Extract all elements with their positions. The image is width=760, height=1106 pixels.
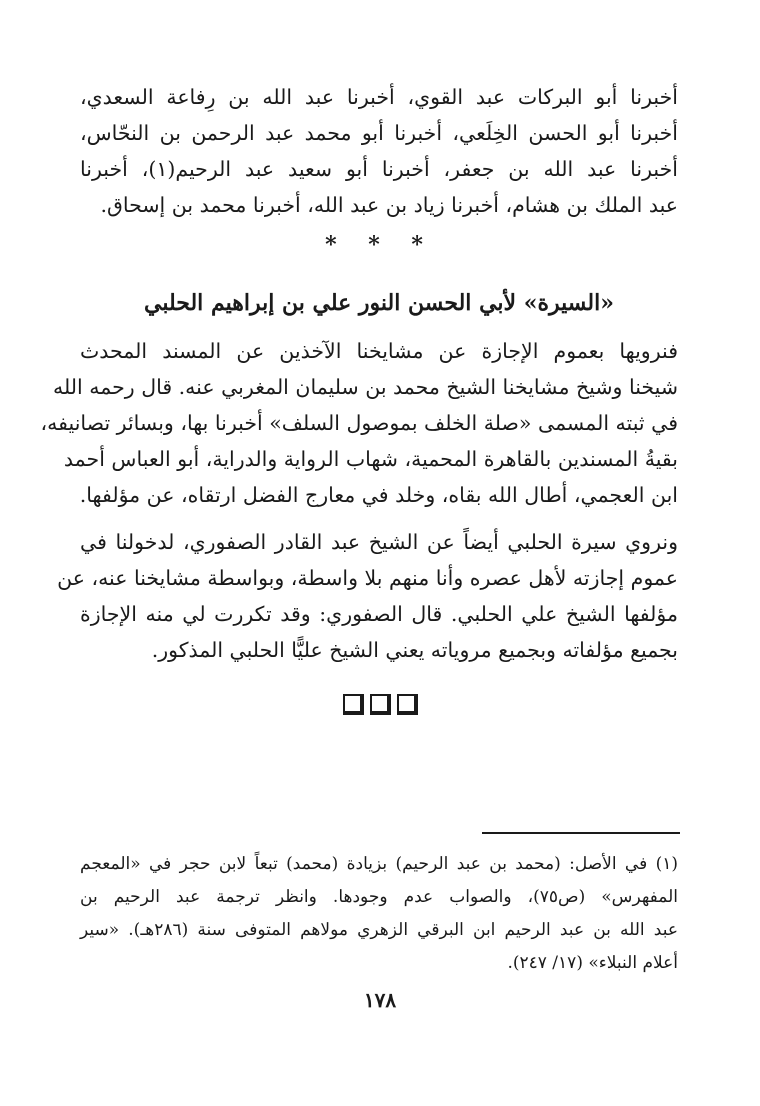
paragraph-line: ابن العجمي، أطال الله بقاه، وخلد في معارج الفضل ارتقاه، عن مؤلفها. (79, 483, 678, 507)
end-ornament (0, 694, 760, 716)
footnote-line: المفهرس» (ص٧٥)، والصواب عدم وجودها. وانظر ترجمة عبد الرحيم بن (80, 887, 678, 907)
intro-line: عبد الملك بن هشام، أخبرنا زياد بن عبد الله، أخبرنا محمد بن إسحاق. (100, 193, 678, 217)
square-ornament-icon (370, 694, 391, 715)
section-title: «السيرة» لأبي الحسن النور علي بن إبراهيم الحلبي (144, 290, 614, 316)
intro-line: أخبرنا أبو البركات عبد القوي، أخبرنا عبد الله بن رِفاعة السعدي، (80, 85, 678, 109)
square-ornament-icon (343, 694, 364, 715)
intro-line: أخبرنا عبد الله بن جعفر، أخبرنا أبو سعيد عبد الرحيم(١)، أخبرنا (80, 157, 678, 181)
footnote-divider (482, 832, 680, 834)
paragraph-line: بقيةُ المسندين بالقاهرة المحمية، شهاب الرواية والدراية، أبو العباس أحمد (63, 447, 678, 471)
paragraph-line: مؤلفها الشيخ علي الحلبي. قال الصفوري: وقد تكررت لي منه الإجازة (80, 602, 678, 626)
square-ornament-icon (397, 694, 418, 715)
footnote-line: أعلام النبلاء» (١٧/ ٢٤٧). (507, 953, 678, 973)
paragraph-line: في ثبته المسمى «صلة الخلف بموصول السلف» أخبرنا بها، وبسائر تصانيفه، (40, 411, 678, 435)
footnote-line: (١) في الأصل: (محمد بن عبد الرحيم) بزيادة (محمد) تبعاً لابن حجر في «المعجم (80, 854, 678, 874)
paragraph-line: بجميع مؤلفاته وبجميع مروياته يعني الشيخ عليًّا الحلبي المذكور. (151, 638, 678, 662)
intro-line: أخبرنا أبو الحسن الخِلَعي، أخبرنا أبو محمد عبد الرحمن بن النحّاس، (80, 121, 678, 145)
paragraph-line: عموم إجازته لأهل عصره وأنا منهم بلا واسطة، وبواسطة مشايخنا عنه، عن (57, 566, 678, 590)
paragraph-line: شيخنا وشيخ مشايخنا الشيخ محمد بن سليمان المغربي عنه. قال رحمه الله (53, 375, 678, 399)
paragraph-line: ونروي سيرة الحلبي أيضاً عن الشيخ عبد القادر الصفوري، لدخولنا في (80, 530, 678, 554)
separator-stars: * * * (325, 232, 435, 258)
footnote-line: عبد الله بن عبد الرحيم ابن البرقي الزهري مولاهم المتوفى سنة (٢٨٦هـ). «سير (80, 920, 678, 940)
paragraph-line: فنرويها بعموم الإجازة عن مشايخنا الآخذين عن المسند المحدث (80, 339, 678, 363)
page-number: ١٧٨ (363, 988, 397, 1012)
